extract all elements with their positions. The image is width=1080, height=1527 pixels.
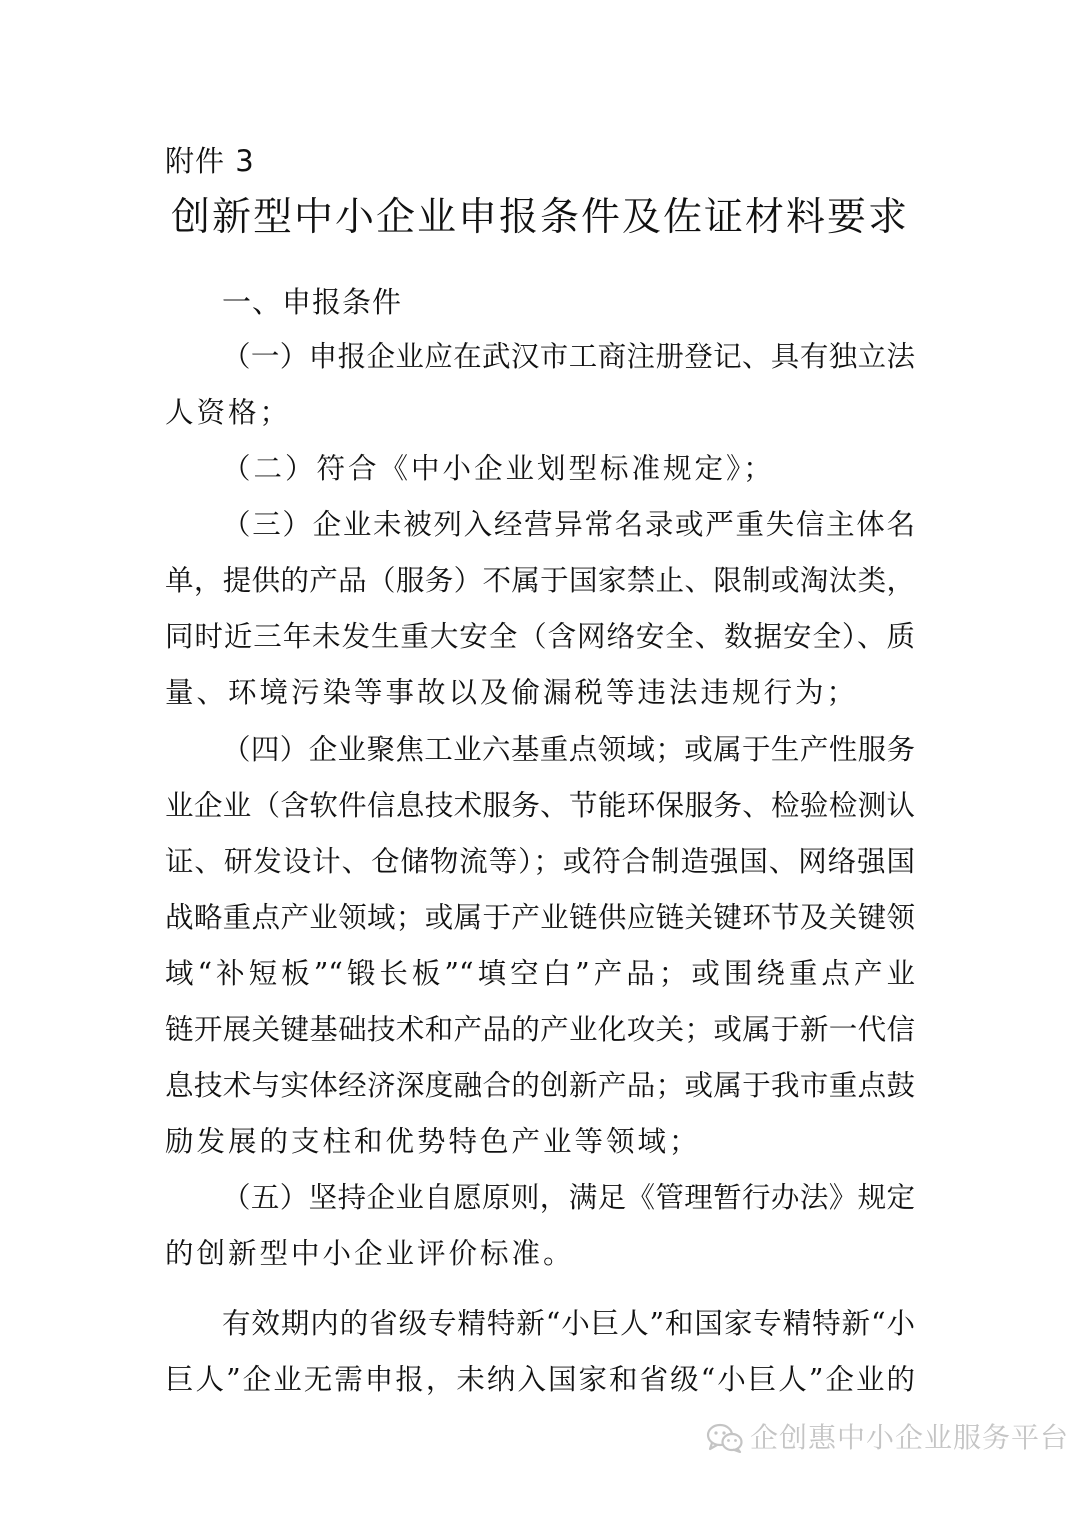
paragraph-line: （三）企业未被列入经营异常名录或严重失信主体名 bbox=[222, 508, 915, 541]
paragraph-line: 证、研发设计、仓储物流等）；或符合制造强国、网络强国 bbox=[165, 845, 915, 878]
attachment-label: 附件 3 bbox=[165, 144, 255, 178]
paragraph-line: （四）企业聚焦工业六基重点领域；或属于生产性服务 bbox=[222, 733, 915, 766]
paragraph-line: 励发展的支柱和优势特色产业等领域； bbox=[165, 1125, 701, 1158]
paragraph-line: 链开展关键基础技术和产品的产业化攻关；或属于新一代信 bbox=[165, 1013, 915, 1046]
paragraph-line: 量、环境污染等事故以及偷漏税等违法违规行为； bbox=[165, 676, 859, 709]
paragraph-line: 息技术与实体经济深度融合的创新产品；或属于我市重点鼓 bbox=[165, 1069, 915, 1102]
paragraph-line: 业企业（含软件信息技术服务、节能环保服务、检验检测认 bbox=[165, 789, 915, 822]
watermark-text: 企创惠中小企业服务平台 bbox=[750, 1421, 1070, 1454]
wechat-icon bbox=[706, 1423, 744, 1453]
paragraph-line: 单，提供的产品（服务）不属于国家禁止、限制或淘汰类， bbox=[165, 564, 915, 597]
paragraph-line: 人资格； bbox=[165, 396, 292, 429]
paragraph-line: （二）符合《中小企业划型标准规定》； bbox=[222, 452, 775, 485]
paragraph-line: （五）坚持企业自愿原则，满足《管理暂行办法》规定 bbox=[222, 1181, 915, 1214]
section-heading: 一、申报条件 bbox=[222, 285, 403, 319]
paragraph-line: 巨人”企业无需申报，未纳入国家和省级“小巨人”企业的 bbox=[165, 1363, 915, 1396]
paragraph-line: 域“补短板”“锻长板”“填空白”产品；或围绕重点产业 bbox=[165, 957, 915, 990]
paragraph-line: 的创新型中小企业评价标准。 bbox=[165, 1237, 575, 1270]
paragraph-line: （一）申报企业应在武汉市工商注册登记、具有独立法 bbox=[222, 340, 915, 373]
paragraph-line: 战略重点产业领域；或属于产业链供应链关键环节及关键领 bbox=[165, 901, 915, 934]
document-title: 创新型中小企业申报条件及佐证材料要求 bbox=[170, 195, 909, 240]
paragraph-line: 同时近三年未发生重大安全（含网络安全、数据安全）、质 bbox=[165, 620, 915, 653]
paragraph-line: 有效期内的省级专精特新“小巨人”和国家专精特新“小 bbox=[222, 1307, 915, 1340]
watermark bbox=[706, 1418, 1069, 1458]
